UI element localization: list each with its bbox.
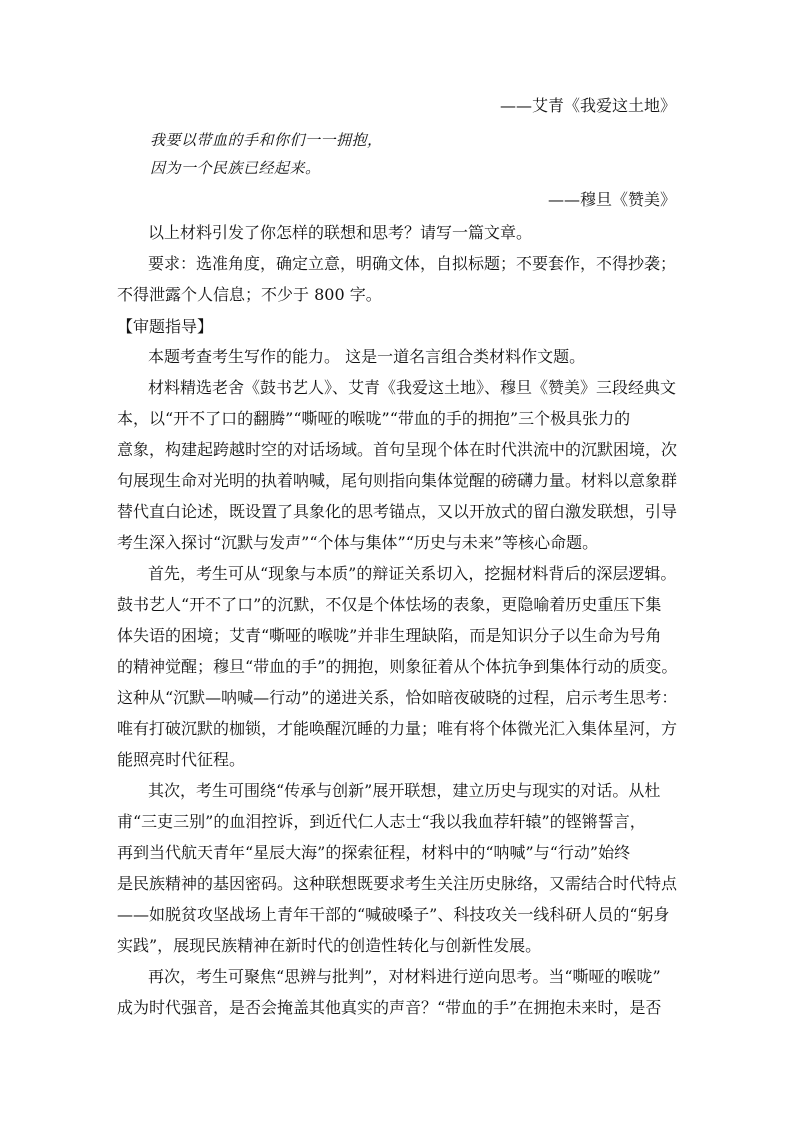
attribution-aiqing: ——艾青《我爱这土地》 <box>499 96 676 115</box>
paragraph-line: ——如脱贫攻坚战场上青年干部的“喊破嗓子”、科技攻关一线科研人员的“躬身 <box>117 905 670 924</box>
paragraph-line: 这种从“沉默—呐喊—行动”的递进关系，恰如暗夜破晓的过程，启示考生思考： <box>117 688 678 707</box>
paragraph-line: 的精神觉醒；穆旦“带血的手”的拥抱，则象征着从个体抗争到集体行动的质变。 <box>117 657 678 676</box>
paragraph-line: 本，以“开不了口的翻腾”“嘶哑的喉咙”“带血的手的拥抱”三个极具张力的 <box>117 409 631 428</box>
paragraph-line: 首先，考生可从“现象与本质”的辩证关系切入，挖掘材料背后的深层逻辑。 <box>148 564 677 583</box>
paragraph-line: 考生深入探讨“沉默与发声”“个体与集体”“历史与未来”等核心命题。 <box>117 533 599 552</box>
poem-line: 因为一个民族已经起来。 <box>150 159 321 177</box>
paragraph-line: 鼓书艺人“开不了口”的沉默，不仅是个体怯场的表象，更隐喻着历史重压下集 <box>117 595 662 614</box>
paragraph-line: 材料精选老舍《鼓书艺人》、艾青《我爱这土地》、穆旦《赞美》三段经典文 <box>148 378 677 397</box>
paragraph-line: 能照亮时代征程。 <box>117 750 246 769</box>
paragraph-line: 意象，构建起跨越时空的对话场域。首句呈现个体在时代洪流中的沉默困境，次 <box>117 440 678 459</box>
requirements-line: 要求：选准角度，确定立意，明确文体，自拟标题；不要套作，不得抄袭； <box>148 254 677 273</box>
paragraph-line: 替代直白论述，既设置了具象化的思考锚点，又以开放式的留白激发联想，引导 <box>117 502 678 521</box>
paragraph-line: 本题考查考生写作的能力。 这是一道名言组合类材料作文题。 <box>148 347 586 366</box>
poem-line: 我要以带血的手和你们一一拥抱， <box>150 131 383 149</box>
attribution-mudan: ——穆旦《赞美》 <box>547 190 676 209</box>
paragraph-line: 是民族精神的基因密码。这种联想既要求考生关注历史脉络，又需结合时代特点 <box>117 874 678 893</box>
paragraph-line: 再次，考生可聚焦“思辨与批判”，对材料进行逆向思考。当“嘶哑的喉咙” <box>148 967 661 986</box>
prompt-question: 以上材料引发了你怎样的联想和思考？请写一篇文章。 <box>148 223 533 242</box>
paragraph-line: 再到当代航天青年“星辰大海”的探索征程，材料中的“呐喊”与“行动”始终 <box>117 843 631 862</box>
paragraph-line: 句展现生命对光明的执着呐喊，尾句则指向集体觉醒的磅礴力量。材料以意象群 <box>117 471 678 490</box>
requirements-line: 不得泄露个人信息；不少于 800 字。 <box>117 285 382 304</box>
paragraph-line: 其次，考生可围绕“传承与创新”展开联想，建立历史与现实的对话。从杜 <box>148 781 661 800</box>
paragraph-line: 唯有打破沉默的枷锁，才能唤醒沉睡的力量；唯有将个体微光汇入集体星河，方 <box>117 719 678 738</box>
paragraph-line: 实践”，展现民族精神在新时代的创造性转化与创新性发展。 <box>117 936 542 955</box>
paragraph-line: 成为时代强音，是否会掩盖其他真实的声音？“带血的手”在拥抱未来时，是否 <box>117 998 662 1017</box>
paragraph-line: 体失语的困境；艾青“嘶哑的喉咙”并非生理缺陷，而是知识分子以生命为号角 <box>117 626 662 645</box>
section-heading: 【审题指导】 <box>117 317 214 336</box>
paragraph-line: 甫“三吏三别”的血泪控诉，到近代仁人志士“我以我血荐轩辕”的铿锵誓言， <box>117 812 646 831</box>
